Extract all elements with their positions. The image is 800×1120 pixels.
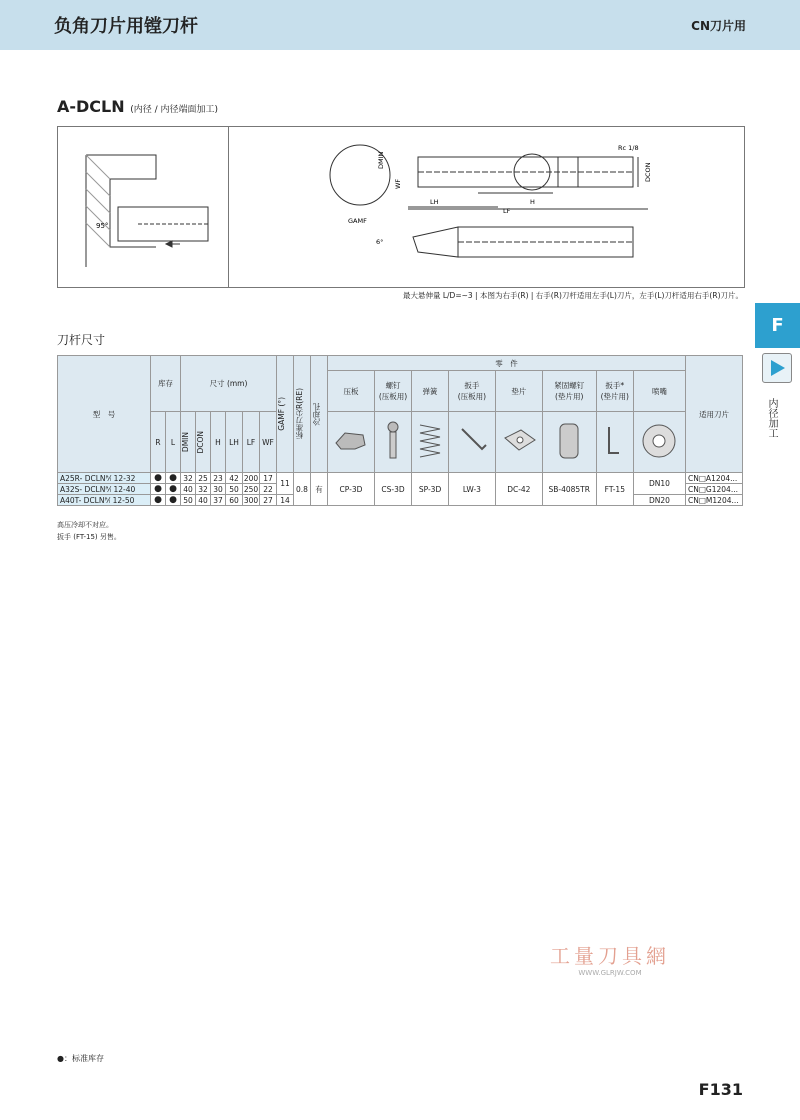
part-code: FT-15 <box>596 473 633 506</box>
r-stock: ● <box>151 484 166 495</box>
watermark-logo: 工量刀具網 WWW.GLRJW.COM <box>550 944 670 977</box>
dcon-label: DCON <box>644 162 652 182</box>
stock-header: 库存 <box>151 356 181 412</box>
model-desc: (内径 / 内径端面加工) <box>130 105 218 115</box>
dim-cell: 25 <box>196 473 211 484</box>
insert-header: 适用刀片 <box>686 356 743 473</box>
parts-header: 零 件 <box>328 356 686 371</box>
rc-label: Rc 1/8 <box>618 144 639 152</box>
dim-cell: 27 <box>260 495 277 506</box>
dim-header-1: DCON <box>196 430 205 454</box>
dim-cell: 250 <box>243 484 259 494</box>
model-heading <box>57 97 218 116</box>
dim-cell: 37 <box>211 495 226 506</box>
l-stock: ● <box>166 495 181 506</box>
part-name-4: 垫片 <box>495 371 542 412</box>
dim-header-4: LF <box>243 412 260 473</box>
dim-cell: 32 <box>196 484 211 495</box>
page-header <box>0 0 800 50</box>
re-header: 标准刀尖R(RE) <box>295 388 304 440</box>
dims-header: 尺寸 (mm) <box>181 356 277 412</box>
part-name-1: 螺钉 (压板用) <box>374 371 411 412</box>
legend-stock: ●：标准库存 <box>57 1054 104 1063</box>
l-header: L <box>166 412 181 473</box>
dim-header-5: WF <box>260 412 277 473</box>
angle95-label: 95° <box>96 222 109 230</box>
section-title: 刀杆尺寸 <box>57 333 106 347</box>
dim-header-3: LH <box>226 412 243 473</box>
gamf-cell: 14 <box>277 495 294 506</box>
diagram-drawing <box>58 127 744 287</box>
dim-cell: 60 <box>226 495 243 506</box>
r-header: R <box>151 412 166 473</box>
section-tab-f[interactable]: F <box>755 303 800 348</box>
category-tag: CN刀片用 <box>691 19 746 33</box>
footnote-2: 扳手 (FT-15) 另售。 <box>57 533 121 541</box>
part-name-0: 压板 <box>328 371 375 412</box>
screw-image <box>374 412 411 473</box>
part-code: LW-3 <box>448 473 495 506</box>
wf-label: WF <box>394 178 402 189</box>
dim-cell: 50 <box>181 495 196 506</box>
dim-header-0: DMIN <box>181 431 190 453</box>
dim-cell: 42 <box>226 473 243 484</box>
page-number: F131 <box>698 1080 743 1099</box>
shim-image <box>495 412 542 473</box>
nozzle-code: DN20 <box>633 495 685 506</box>
table-row <box>58 473 743 484</box>
part-code: SP-3D <box>412 473 449 506</box>
model-cell: A25R- DCLNᴿ⁄ₗ 12-32 <box>58 473 151 484</box>
internal-turning-icon <box>762 353 792 383</box>
part-code: DC-42 <box>495 473 542 506</box>
dim-cell: 40 <box>196 495 211 506</box>
specs-table <box>57 355 743 506</box>
model-code: A-DCLN <box>57 97 125 116</box>
dim-cell: 32 <box>181 473 196 484</box>
part-name-5: 紧固螺钉 (垫片用) <box>542 371 596 412</box>
dim-cell: 22 <box>260 484 277 495</box>
tool-diagram <box>57 126 745 288</box>
l-stock: ● <box>166 473 181 484</box>
model-cell: A32S- DCLNᴿ⁄ₗ 12-40 <box>58 484 151 495</box>
coolant-cell: 有 <box>311 473 328 506</box>
page-title: 负角刀片用镗刀杆 <box>54 16 198 37</box>
dim-cell: 50 <box>226 484 243 495</box>
dim-cell: 23 <box>211 473 226 484</box>
re-cell: 0.8 <box>294 473 311 506</box>
part-code: CP-3D <box>328 473 375 506</box>
h-label: H <box>530 198 535 206</box>
part-code: SB-4085TR <box>542 473 596 506</box>
insert-cell: CN□M1204... <box>686 495 743 506</box>
footnote-1: 高压冷却不对应。 <box>57 521 113 529</box>
coolant-header: 冷却孔 <box>312 402 321 426</box>
overhang-note: 最大悬伸量 L/D=~3 | 本图为右手(R) | 右手(R)刀杆适用左手(L)刀片，左手(L)刀杆适用右手(R)刀片。 <box>402 291 743 300</box>
nozzle-image <box>633 412 685 473</box>
lf-label: LF <box>503 207 511 215</box>
r-stock: ● <box>151 473 166 484</box>
insert-cell: CN□A1204... <box>686 473 743 484</box>
dim-cell: 17 <box>260 473 277 484</box>
lh-label: LH <box>430 198 439 206</box>
shim-screw-image <box>542 412 596 473</box>
spring-image <box>412 412 449 473</box>
part-name-2: 弹簧 <box>412 371 449 412</box>
model-header: 型 号 <box>58 356 151 473</box>
side-category-label: 内径加工 <box>766 398 777 438</box>
dim-cell: 200 <box>243 473 259 483</box>
dim-cell: 300 <box>243 495 259 505</box>
dim-cell: 30 <box>211 484 226 495</box>
insert-cell: CN□G1204... <box>686 484 743 495</box>
gamf-header: GAMF (°) <box>277 397 286 431</box>
wrench-image <box>448 412 495 473</box>
dmin-label: DMIN <box>377 151 385 169</box>
model-cell: A40T- DCLNᴿ⁄ₗ 12-50 <box>58 495 151 506</box>
part-name-7: 喷嘴 <box>633 371 685 412</box>
part-name-3: 扳手 (压板用) <box>448 371 495 412</box>
part-code: CS-3D <box>374 473 411 506</box>
part-name-6: 扳手* (垫片用) <box>596 371 633 412</box>
r-stock: ● <box>151 495 166 506</box>
gamf-cell: 11 <box>277 473 294 495</box>
gamf-label: GAMF <box>348 217 367 225</box>
dim-cell: 40 <box>181 484 196 495</box>
l-stock: ● <box>166 484 181 495</box>
clamp-image <box>328 412 375 473</box>
shim-wrench-image <box>596 412 633 473</box>
angle6-label: 6° <box>376 238 384 246</box>
nozzle-code: DN10 <box>633 473 685 495</box>
dim-header-2: H <box>211 412 226 473</box>
